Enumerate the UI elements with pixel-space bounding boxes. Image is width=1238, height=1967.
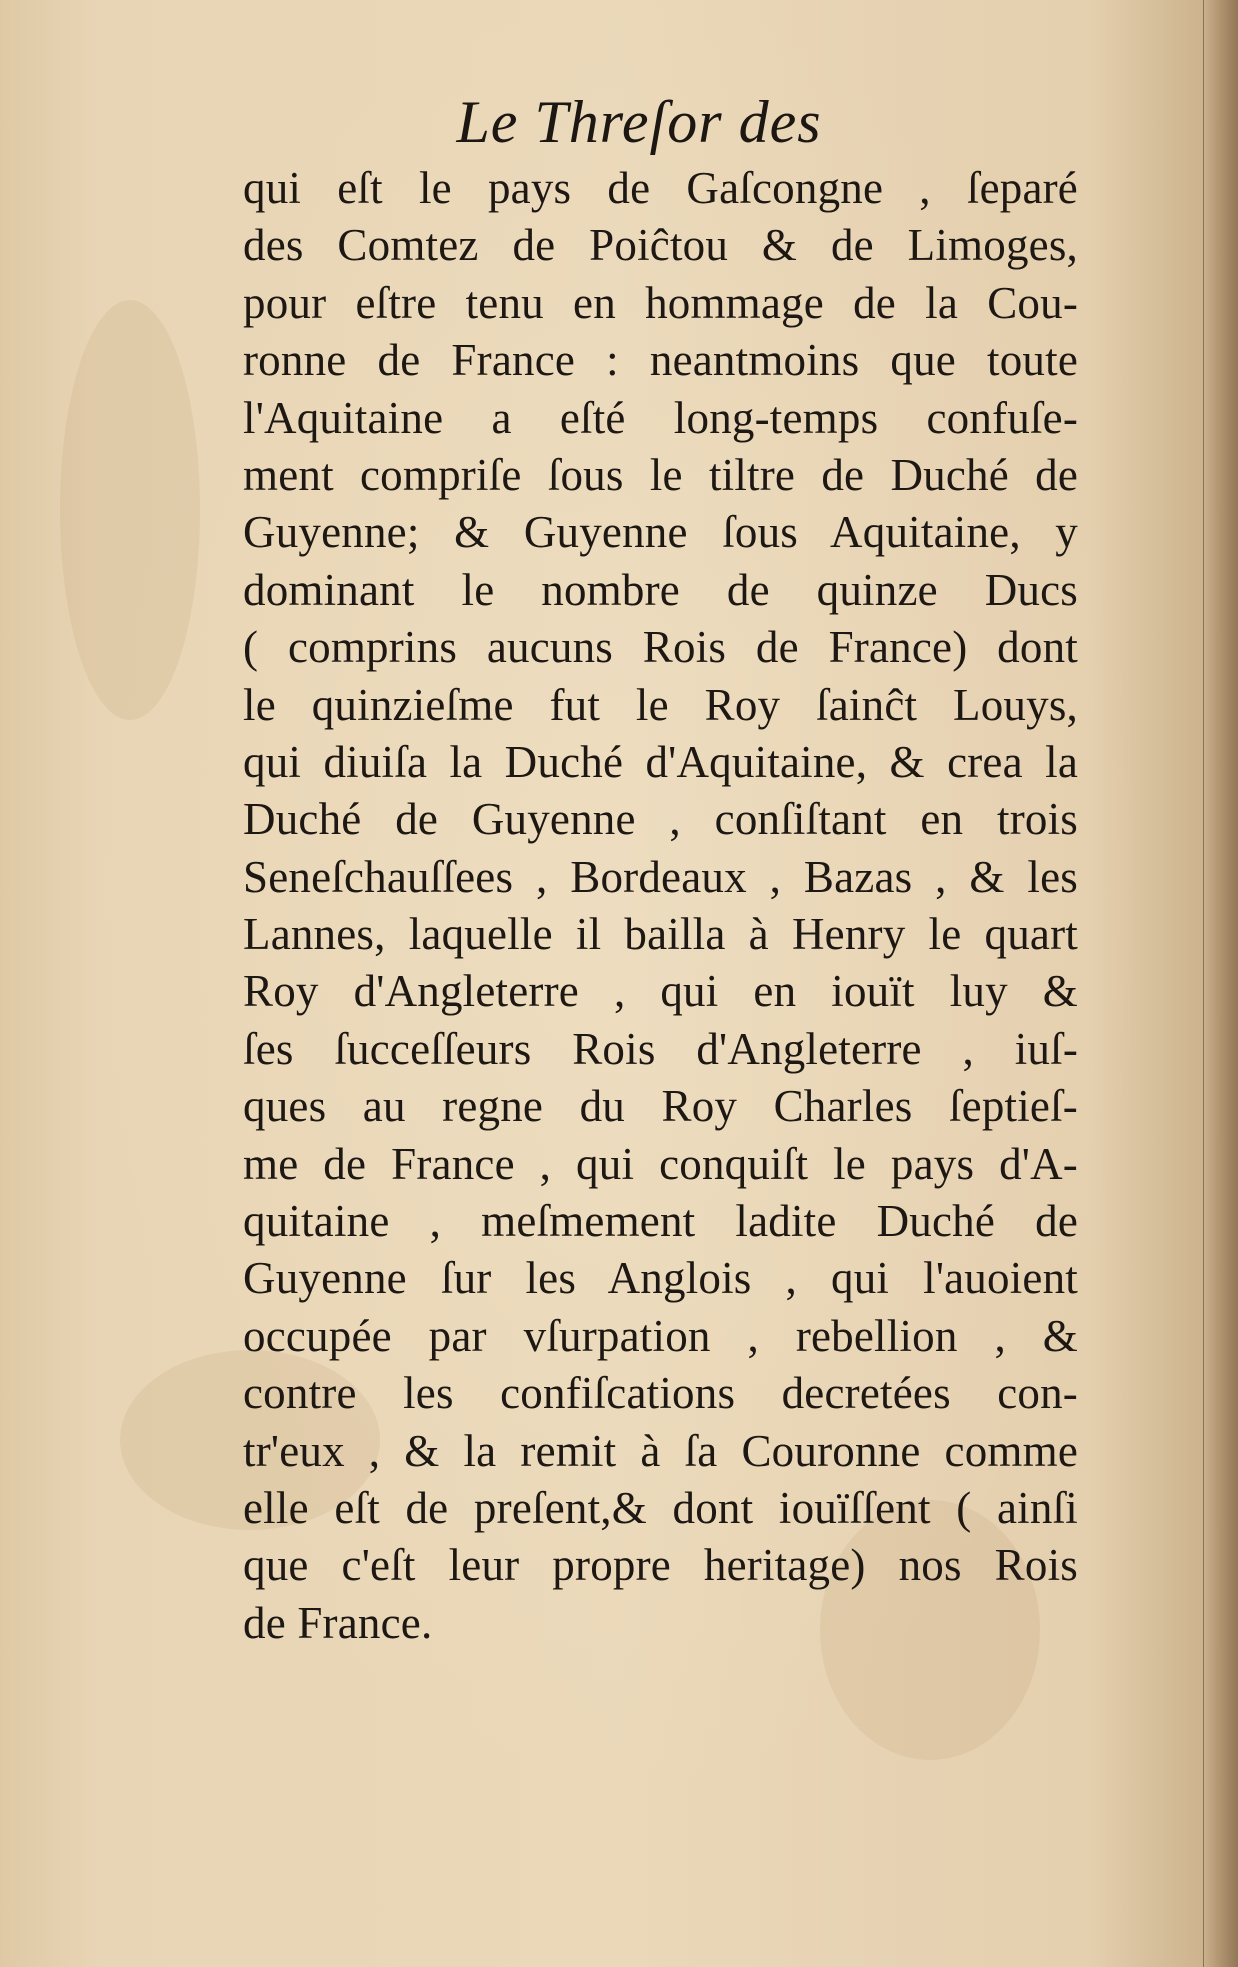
text-line: qui eſt le pays de Gaſcongne , ſeparé: [243, 163, 1078, 213]
text-line: ment compriſe ſous le tiltre de Duché de: [243, 449, 1078, 500]
body-text: [243, 160, 1078, 1652]
text-line: quitaine , meſmement ladite Duché de: [243, 1196, 1078, 1247]
text-line: qui diuiſa la Duché d'Aquitaine, & crea la: [243, 736, 1078, 787]
paper-stain: [60, 300, 200, 720]
text-line: occupée par vſurpation , rebellion , &: [243, 1310, 1078, 1361]
text-line: que c'eſt leur propre heritage) nos Rois: [243, 1540, 1078, 1591]
running-head: Le Threſor des: [456, 89, 822, 155]
text-line: Guyenne ſur les Anglois , qui l'auoient: [243, 1253, 1078, 1304]
text-line: de France.: [243, 1597, 433, 1648]
text-line: ( comprins aucuns Rois de France) dont: [243, 622, 1078, 673]
text-line: l'Aquitaine a eſté long-temps confuſe-: [243, 392, 1078, 443]
text-line: ſes ſucceſſeurs Rois d'Angleterre , iuſ-: [243, 1023, 1078, 1074]
text-line: dominant le nombre de quinze Ducs: [243, 564, 1078, 615]
text-line: ques au regne du Roy Charles ſeptieſ-: [243, 1081, 1078, 1132]
text-line: me de France , qui conquiſt le pays d'A-: [243, 1138, 1078, 1189]
text-line: Seneſchauſſees , Bordeaux , Bazas , & les: [243, 851, 1078, 902]
text-line: Roy d'Angleterre , qui en iouït luy &: [243, 966, 1078, 1017]
text-line: Duché de Guyenne , conſiſtant en trois: [243, 794, 1078, 845]
text-line: des Comtez de Poiĉtou & de Limoges,: [243, 220, 1078, 271]
text-line: tr'eux , & la remit à ſa Couronne comme: [243, 1425, 1078, 1476]
text-line: pour eſtre tenu en hommage de la Cou-: [243, 277, 1078, 328]
text-line: contre les confiſcations decretées con-: [243, 1368, 1078, 1419]
text-line: Lannes, laquelle il bailla à Henry le quart: [243, 909, 1078, 960]
page-gutter-edge: [1203, 0, 1238, 1967]
text-line: le quinzieſme fut le Roy ſainĉt Louys,: [243, 679, 1078, 730]
text-line: Guyenne; & Guyenne ſous Aquitaine, y: [243, 507, 1078, 558]
text-line: ronne de France : neantmoins que toute: [243, 335, 1078, 386]
text-line: elle eſt de preſent,& dont iouïſſent ( ainſi: [243, 1482, 1078, 1533]
